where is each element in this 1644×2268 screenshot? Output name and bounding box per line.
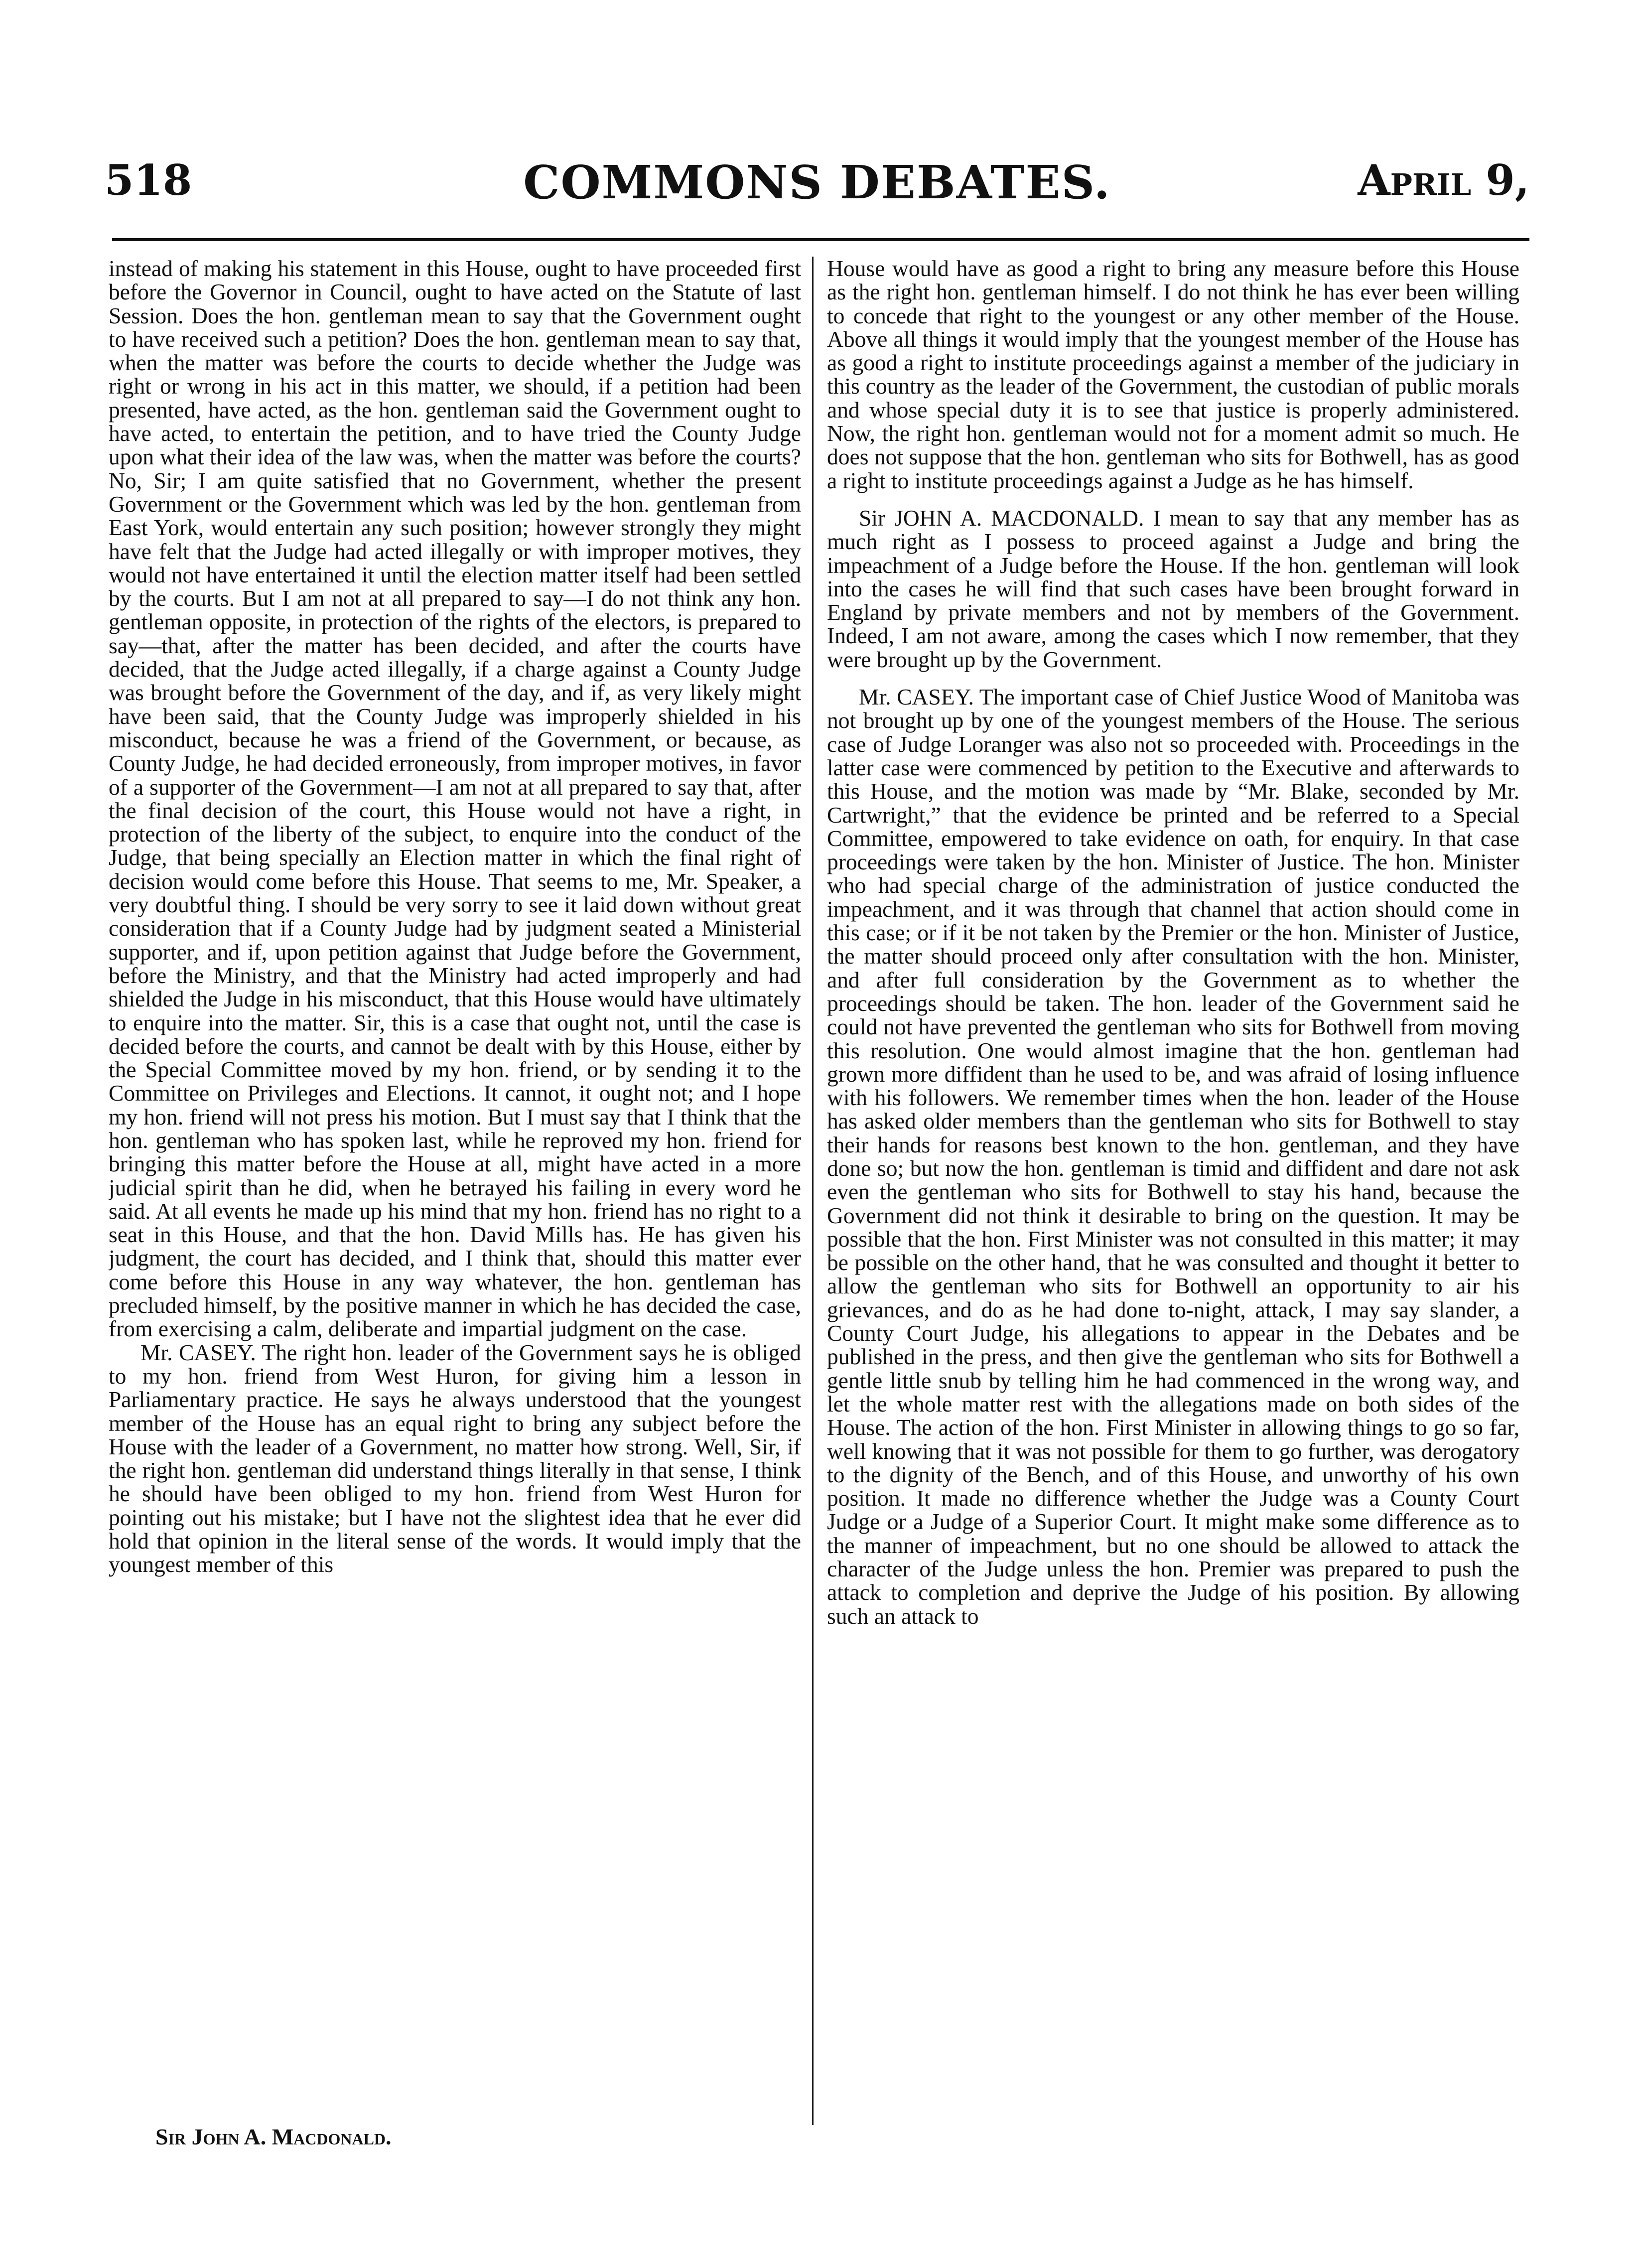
left-column <box>109 257 801 2125</box>
right-column <box>827 257 1519 2125</box>
running-footer-speaker: Sir John A. Macdonald. <box>155 2124 392 2149</box>
left-paragraph-2: Mr. CASEY. The right hon. leader of the Government says he is obliged to my hon. friend from West Huron, for giving him a lesson in Parliamentary practice. He says he always understood that the youngest member of the House has an equal right to bring any subject before the House with the leader of a Government, no matter how strong. Well, Sir, if the right hon. gentleman did understand things literally in that sense, I think he should have been obliged to my hon. friend from West Huron for pointing out his mistake; but I have not the slightest idea that he ever did hold that opinion in the literal sense of the words. It would imply that the youngest member of this <box>109 1339 801 1577</box>
right-paragraph-3: Mr. CASEY. The important case of Chief Justice Wood of Manitoba was not brought up by one of the youngest members of the House. The serious case of Judge Loranger was also not so proceeded with. Proceedings in the latter case were commenced by petition to the Executive and afterwards to this House, and the motion was made by “Mr. Blake, seconded by Mr. Cartwright,” that the evidence be printed and be referred to a Special Committee, empowered to take evidence on oath, for enquiry. In that case proceedings were taken by the hon. Minister of Justice. The hon. Minister who had special charge of the administration of justice conducted the impeachment, and it was through that channel that action should come in this case; or if it be not taken by the Premier or the hon. Minister of Justice, the matter should proceed only after consultation with the hon. Minister, and after full consideration by the Government as to whether the proceedings should be taken. The hon. leader of the Government said he could not have prevented the gentleman who sits for Bothwell from moving this resolution. One would almost imagine that the hon. gentleman had grown more diffident than he used to be, and was afraid of losing influence with his followers. We remember times when the hon. leader of the House has asked older members than the gentleman who sits for Bothwell to stay their hands for reasons best known to the hon. gentleman, and they have done so; but now the hon. gentleman is timid and diffident and dare not ask even the gentleman who sits for Bothwell to stay his hand, because the Government did not think it desirable to bring on the question. It may be possible that the hon. First Minister was not consulted in this matter; it may be possible on the other hand, that he was consulted and thought it better to allow the gentleman who sits for Bothwell an opportunity to air his grievances, and do as he had done to-night, attack, I may say slander, a County Court Judge, his allegations to appear in the Debates and be published in the press, and then give the gentleman who sits for Bothwell a gentle little snub by telling him he had commenced in the wrong way, and let the whole matter rest with the allegations made on both sides of the House. The action of the hon. First Minister in allowing things to go so far, well knowing that it was not possible for them to go further, was derogatory to the dignity of the Bench, and of this House, and unworthy of his own position. It made no difference whether the Judge was a County Court Judge or a Judge of a Superior Court. It might make some difference as to the manner of impeachment, but no one should be allowed to attack the character of the Judge unless the hon. Premier was prepared to push the attack to completion and deprive the Judge of his position. By allowing such an attack to <box>827 684 1519 1629</box>
publication-title: COMMONS DEBATES. <box>523 155 1111 209</box>
right-paragraph-1: House would have as good a right to bring any measure before this House as the right hon. gentleman himself. I do not think he has ever been willing to concede that right to the youngest or any other member of the House. Above all things it would imply that the youngest member of the House has as good a right to institute proceedings against a member of the judiciary in this country as the leader of the Government, the custodian of public morals and whose special duty it is to see that justice is properly administered. Now, the right hon. gentleman would not for a moment admit so much. He does not suppose that the hon. gentleman who sits for Bothwell, has as good a right to institute proceedings against a Judge as he has himself. <box>827 257 1519 493</box>
page-header <box>105 155 1529 225</box>
header-rule <box>112 238 1529 241</box>
left-paragraph-1: instead of making his statement in this House, ought to have proceeded first before the Governor in Council, ought to have acted on the Statute of last Session. Does the hon. gentleman mean to say that the Government ought to have received such a petition? Does the hon. gentleman mean to say that, when the matter was before the courts to decide whether the Judge was right or wrong in his act in this matter, we should, if a petition had been presented, have acted, as the hon. gentleman said the Government ought to have acted, to entertain the petition, and to have tried the County Judge upon what their idea of the law was, when the matter was before the courts? No, Sir; I am quite satisfied that no Government, whether the present Government or the Government which was led by the hon. gentleman from East York, would entertain any such position; however strongly they might have felt that the Judge had acted illegally or with improper motives, they would not have entertained it until the election matter itself had been settled by the courts. But I am not at all prepared to say—I do not think any hon. gentleman opposite, in protection of the rights of the electors, is prepared to say—that, after the matter has been decided, and after the courts have decided, that the Judge acted illegally, if a charge against a County Judge was brought before the Government of the day, and if, as very likely might have been said, that the County Judge was improperly shielded in his misconduct, because he was a friend of the Government, or because, as County Judge, he had decided erroneously, from improper motives, in favor of a supporter of the Government—I am not at all prepared to say that, after the final decision of the court, this House would not have a right, in protection of the liberty of the subject, to enquire into the conduct of the Judge, that being specially an Election matter in which the final right of decision would come before this House. That seems to me, Mr. Speaker, a very doubtful thing. I should be very sorry to see it laid down without great consideration that if a County Judge had by judgment seated a Ministerial supporter, and if, upon petition against that Judge before the Government, before the Ministry, and that the Ministry had acted improperly and had shielded the Judge in his misconduct, that this House would have ultimately to enquire into the matter. Sir, this is a case that ought not, until the case is decided before the courts, and cannot be dealt with by this House, either by the Special Committee moved by my hon. friend, or by sending it to the Committee on Privileges and Elections. It cannot, it ought not; and I hope my hon. friend will not press his motion. But I must say that I think that the hon. gentleman who has spoken last, while he reproved my hon. friend for bringing this matter before the House at all, might have acted in a more judicial spirit than he did, when he betrayed his failing in every word he said. At all events he made up his mind that my hon. friend has no right to a seat in this House, and that the hon. David Mills has. He has given his judgment, the court has decided, and I think that, should this matter ever come before this House in any way whatever, the hon. gentleman has precluded himself, by the positive manner in which he has decided the case, from exercising a calm, deliberate and impartial judgment on the case. <box>109 257 801 1342</box>
right-paragraph-2: Sir JOHN A. MACDONALD. I mean to say that any member has as much right as I possess to proceed against a Judge and bring the impeachment of a Judge before the House. If the hon. gentleman will look into the cases he will find that such cases have been brought forward in England by private members and not by members of the Government. Indeed, I am not aware, among the cases which I now remember, that they were brought up by the Government. <box>827 505 1519 672</box>
page-number: 518 <box>105 155 192 205</box>
column-divider <box>812 257 814 2125</box>
header-date: April 9, <box>1358 155 1529 205</box>
